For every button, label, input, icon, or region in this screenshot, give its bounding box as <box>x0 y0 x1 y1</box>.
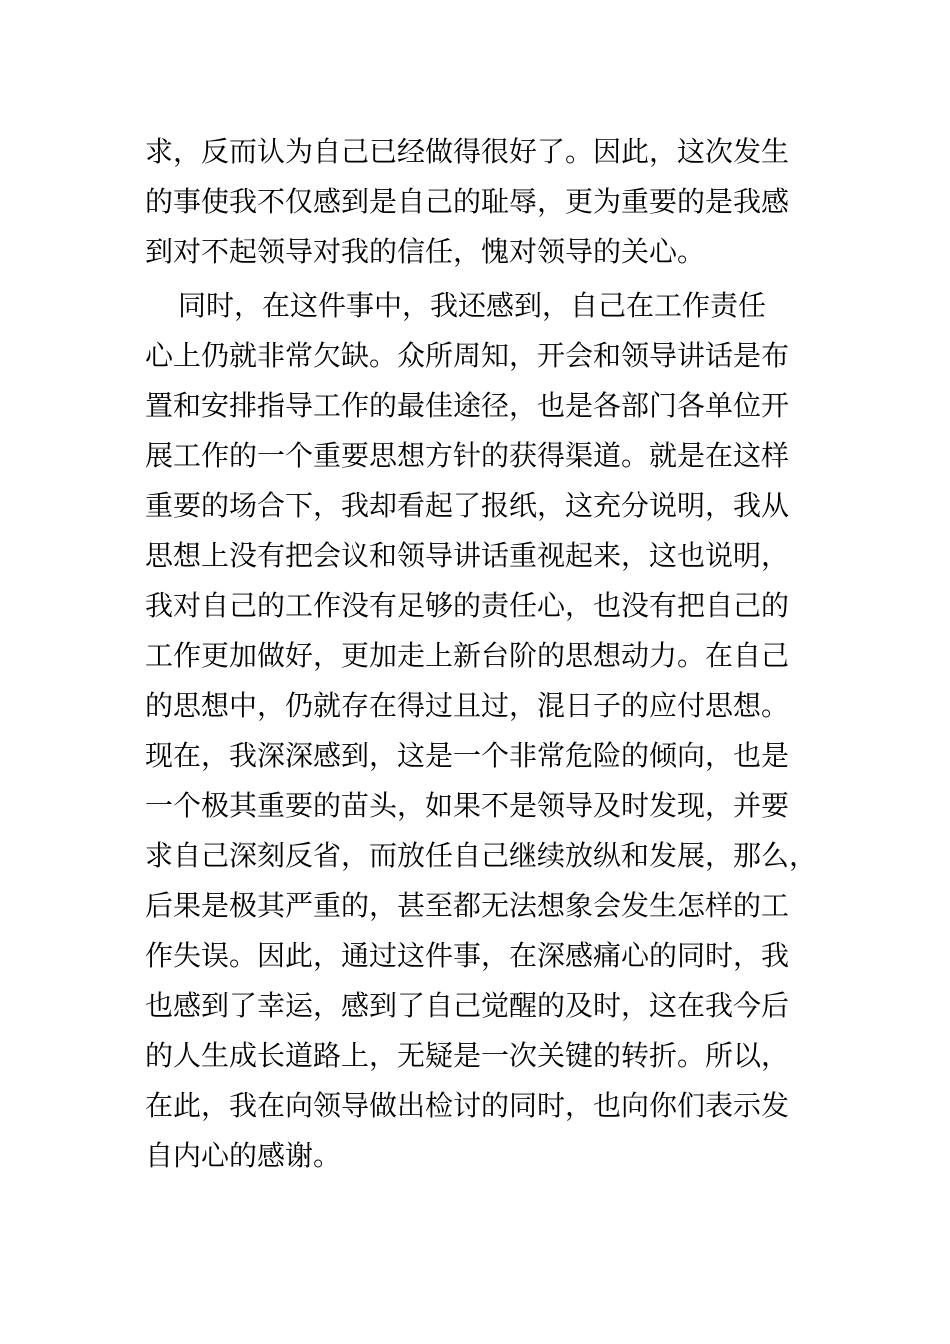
text-line: 的人生成长道路上，无疑是一次关键的转折。所以， <box>145 1039 790 1072</box>
text-line: 的思想中，仍就存在得过且过，混日子的应付思想。 <box>145 689 790 722</box>
text-line: 置和安排指导工作的最佳途径，也是各部门各单位开 <box>145 389 790 422</box>
text-line: 工作更加做好，更加走上新台阶的思想动力。在自己 <box>145 639 790 672</box>
text-line: 自内心的感谢。 <box>145 1139 342 1172</box>
text-line: 作失误。因此，通过这件事，在深感痛心的同时，我 <box>145 939 790 972</box>
paragraph-1 <box>145 127 825 277</box>
text-line: 后果是极其严重的，甚至都无法想象会发生怎样的工 <box>145 889 790 922</box>
text-line: 思想上没有把会议和领导讲话重视起来，这也说明， <box>145 539 790 572</box>
text-line: 在此，我在向领导做出检讨的同时，也向你们表示发 <box>145 1089 790 1122</box>
text-line: 的事使我不仅感到是自己的耻辱，更为重要的是我感 <box>145 185 790 218</box>
text-line: 也感到了幸运，感到了自己觉醒的及时，这在我今后 <box>145 989 790 1022</box>
text-line: 到对不起领导对我的信任，愧对领导的关心。 <box>145 235 706 268</box>
text-line: 求自己深刻反省，而放任自己继续放纵和发展，那么， <box>145 839 818 872</box>
text-line: 同时，在这件事中，我还感到，自己在工作责任 <box>178 289 767 322</box>
text-line: 我对自己的工作没有足够的责任心，也没有把自己的 <box>145 589 790 622</box>
text-line: 重要的场合下，我却看起了报纸，这充分说明，我从 <box>145 489 790 522</box>
text-line: 心上仍就非常欠缺。众所周知，开会和领导讲话是布 <box>145 339 790 372</box>
document-body <box>145 127 825 1181</box>
text-line: 现在，我深深感到，这是一个非常危险的倾向，也是 <box>145 739 790 772</box>
paragraph-2 <box>145 281 825 1181</box>
text-line: 一个极其重要的苗头，如果不是领导及时发现，并要 <box>145 789 790 822</box>
text-line: 求，反而认为自己已经做得很好了。因此，这次发生 <box>145 135 790 168</box>
text-line: 展工作的一个重要思想方针的获得渠道。就是在这样 <box>145 439 790 472</box>
